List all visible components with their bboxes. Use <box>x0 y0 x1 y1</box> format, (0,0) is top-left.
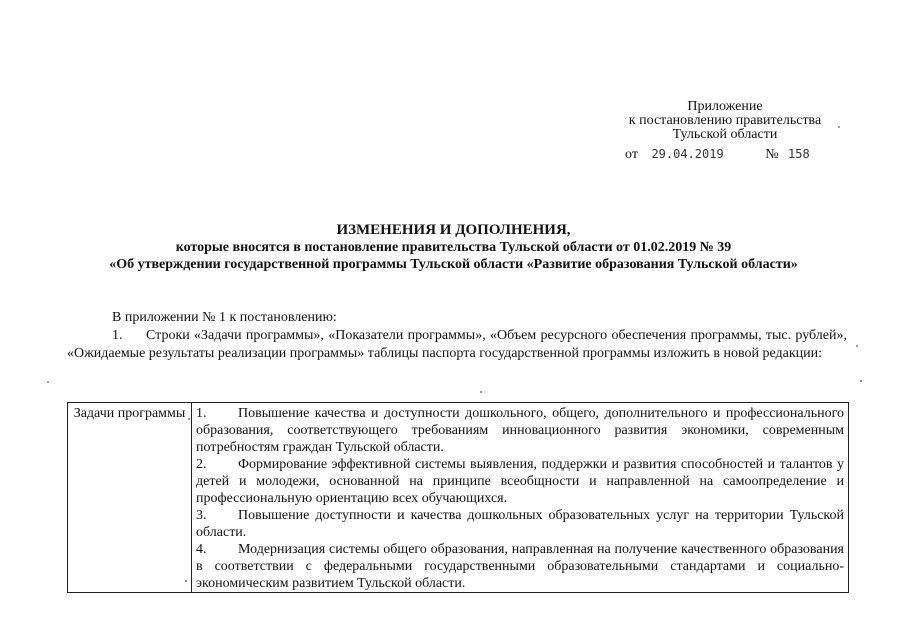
task-number: 4. <box>196 542 207 557</box>
intro-paragraph: В приложении № 1 к постановлению: <box>112 310 337 325</box>
appendix-reference: к постановлению правительства <box>628 113 822 128</box>
appendix-header <box>560 100 890 142</box>
appendix-title: Приложение <box>687 99 763 114</box>
scan-speck <box>838 126 840 128</box>
table-row <box>68 403 849 593</box>
intro-item <box>67 327 847 363</box>
task-item <box>196 541 844 592</box>
scan-speck <box>185 580 187 582</box>
program-passport-table <box>67 402 849 593</box>
task-item <box>196 405 844 456</box>
document-subtitle-line-2: «Об утверждении государственной программы Тульской области «Развитие образования Тульской области» <box>109 257 798 272</box>
intro-item-text: Строки «Задачи программы», «Показатели программы», «Объем ресурсного обеспечения программы, тыс. рублей», «Ожидаемые результаты реализации программы» таблицы паспорта государственной программы изложить в новой редакции: <box>67 328 847 361</box>
intro-item-number: 1. <box>112 328 123 343</box>
decree-meta <box>625 147 810 163</box>
row-label-cell: Задачи программы <box>68 403 192 593</box>
appendix-region: Тульской области <box>672 127 778 142</box>
scan-speck <box>47 381 49 383</box>
decree-number: 158 <box>788 147 810 161</box>
task-text: Повышение качества и доступности дошкольного, общего, дополнительного и профессионального образования, соответствующего требованиям инновационного развития экономики, современным потребностям граждан Тульской области. <box>196 406 844 455</box>
task-item <box>196 507 844 541</box>
task-item <box>196 456 844 507</box>
decree-date: 29.04.2019 <box>651 147 724 161</box>
task-text: Формирование эффективной системы выявления, поддержки и развития способностей и талантов у детей и молодежи, основанной на принципе всеобщности и направленной на самоопределение и профессиональную ориентацию всех обучающихся. <box>196 457 844 506</box>
document-title: ИЗМЕНЕНИЯ И ДОПОЛНЕНИЯ, <box>336 222 571 238</box>
task-number: 1. <box>196 406 207 421</box>
document-subtitle-line-1: которые вносятся в постановление правительства Тульской области от 01.02.2019 № 39 <box>175 240 732 255</box>
task-number: 2. <box>196 457 207 472</box>
task-number: 3. <box>196 508 207 523</box>
task-text: Модернизация системы общего образования, направленная на получение качественного образования в соответствии с федеральными государственными образовательными стандартами и социально-экономическим развитием Тульской области. <box>196 542 844 591</box>
scan-speck <box>860 380 862 382</box>
task-text: Повышение доступности и качества дошкольных образовательных услуг на территории Тульской области. <box>196 508 844 540</box>
intro-text <box>67 309 847 363</box>
number-label: № <box>765 147 779 162</box>
scan-speck <box>480 391 482 393</box>
date-label: от <box>625 147 638 162</box>
scan-speck <box>188 418 190 420</box>
tasks-cell <box>192 403 849 593</box>
scan-speck <box>856 345 858 347</box>
document-heading <box>60 222 847 273</box>
